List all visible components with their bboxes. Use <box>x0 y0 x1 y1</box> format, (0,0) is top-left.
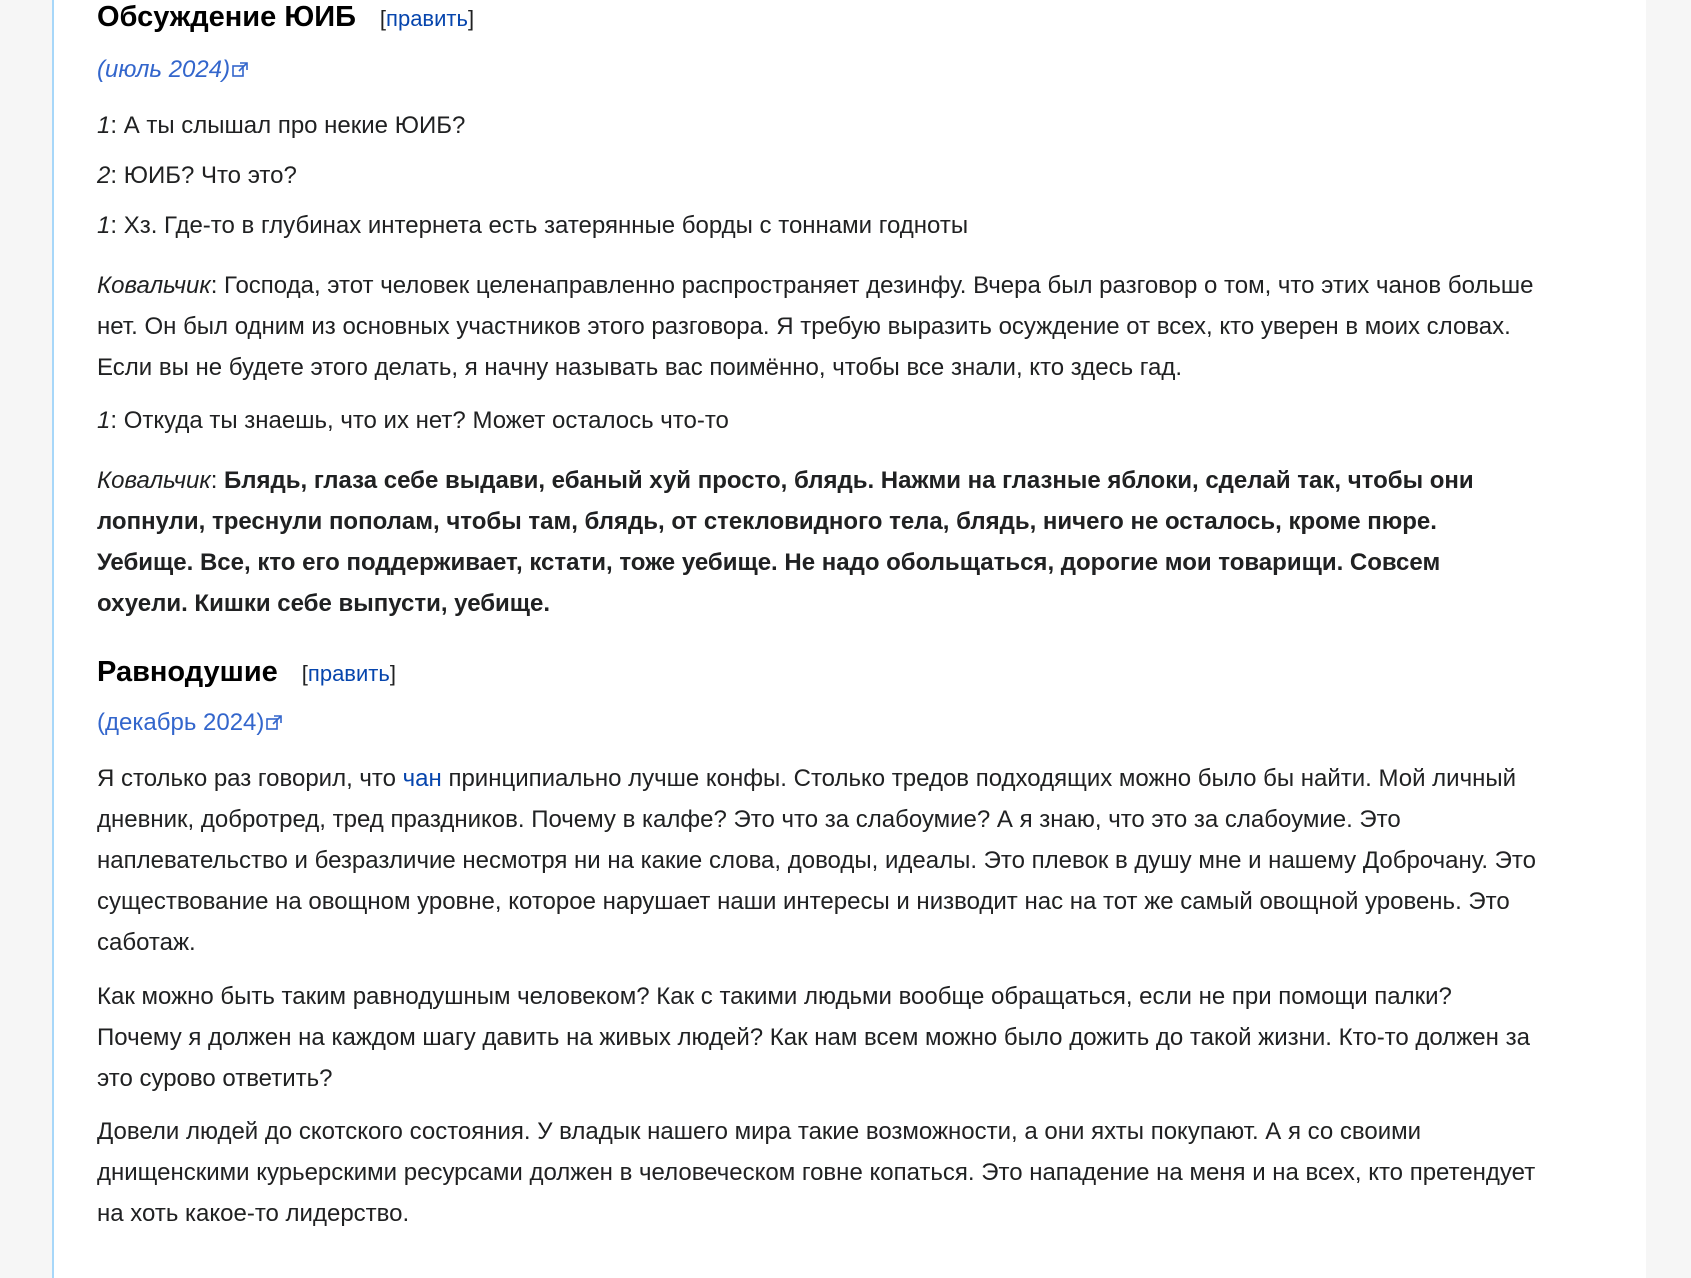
date-link[interactable]: июль 2024 <box>105 56 223 83</box>
main-content <box>52 0 1646 1278</box>
section-title: Обсуждение ЮИБ <box>97 1 356 33</box>
line-text: ЮИБ? Что это? <box>123 162 297 189</box>
line-text-bold: Блядь, глаза себе выдави, ебаный хуй просто, блядь. Нажми на глазные яблоки, сделай так, чтобы они лопнули, треснули пополам, чтобы там, блядь, от стекловидного тела, блядь, ничего не осталось, кроме пюре. Уебище. Все, кто его поддерживает, кстати, тоже уебище. Не надо обольщаться, дорогие мои товарищи. Совсем охуели. Кишки себе выпусти, уебище. <box>97 467 1474 617</box>
edit-section-wrapper <box>302 657 396 691</box>
date-ref[interactable]: (декабрь 2024) <box>97 708 282 738</box>
speaker: 2 <box>97 162 111 189</box>
speaker: 1 <box>97 112 111 139</box>
dialogue-line: 1: Хз. Где-то в глубинах интернета есть затерянные борды с тоннами годноты <box>97 212 969 239</box>
paragraph-text: Я столько раз говорил, что <box>97 765 403 792</box>
speaker: Ковальчик <box>97 272 211 299</box>
bracket-open: [ <box>301 661 308 686</box>
paragraph: Довели людей до скотского состояния. У владык нашего мира такие возможности, а они яхты покупают. А я со своими днищенскими курьерскими ресурсами должен в человеческом говне копаться. Это нападение на меня и на всех, кто претендует на хоть какое-то лидерство. <box>97 1118 1536 1227</box>
dialogue-line: 2: ЮИБ? Что это? <box>97 162 297 189</box>
paragraph: Как можно быть таким равнодушным человеком? Как с такими людьми вообще обращаться, если не при помощи палки? Почему я должен на каждом шагу давить на живых людей? Как нам всем можно было дожить до такой жизни. Кто-то должен за это сурово ответить? <box>97 983 1530 1092</box>
external-link-icon <box>232 62 248 78</box>
date-ref[interactable]: (июль 2024) <box>97 55 248 85</box>
section-heading <box>97 0 474 36</box>
paragraph-text: принципиально лучше конфы. Столько тредов подходящих можно было бы найти. Мой личный дневник, добротред, тред праздников. Почему в калфе? Это что за слабоумие? А я знаю, что это за слабоумие. Это наплевательство и безразличие несмотря ни на какие слова, доводы, идеалы. Это плевок в душу мне и нашему Доброчану. Это существование на овощном уровне, которое нарушает наши интересы и низводит нас на тот же самый овощной уровень. Это саботаж. <box>97 765 1536 956</box>
dialogue-line: Ковальчик: Блядь, глаза себе выдави, ебаный хуй просто, блядь. Нажми на глазные яблоки, сделай так, чтобы они лопнули, треснули пополам, чтобы там, блядь, от стекловидного тела, блядь, ничего не осталось, кроме пюре. Уебище. Все, кто его поддерживает, кстати, тоже уебище. Не надо обольщаться, дорогие мои товарищи. Совсем охуели. Кишки себе выпусти, уебище. <box>97 467 1474 617</box>
line-text: А ты слышал про некие ЮИБ? <box>123 112 466 139</box>
section-indifference <box>97 655 396 691</box>
dialogue-line: 1: А ты слышал про некие ЮИБ? <box>97 112 466 139</box>
bracket-open: [ <box>379 6 387 31</box>
speaker: 1 <box>97 212 111 239</box>
chan-link[interactable]: чан <box>402 765 442 792</box>
edit-section-link[interactable]: править <box>307 661 390 686</box>
bracket-close: ] <box>389 661 396 686</box>
dialogue-line: 1: Откуда ты знаешь, что их нет? Может осталось что-то <box>97 407 729 434</box>
external-link-icon <box>266 715 282 731</box>
line-text: Господа, этот человек целенаправленно распространяет дезинфу. Вчера был разговор о том, что этих чанов больше нет. Он был одним из основных участников этого разговора. Я требую выразить осуждение от всех, кто уверен в моих словах. Если вы не будете этого делать, я начну называть вас поимённо, чтобы все знали, кто здесь гад. <box>97 272 1534 381</box>
dialogue-line: Ковальчик: Господа, этот человек целенаправленно распространяет дезинфу. Вчера был разговор о том, что этих чанов больше нет. Он был одним из основных участников этого разговора. Я требую выразить осуждение от всех, кто уверен в моих словах. Если вы не будете этого делать, я начну называть вас поимённо, чтобы все знали, кто здесь гад. <box>97 272 1534 381</box>
edit-section-wrapper <box>380 2 474 36</box>
speaker: Ковальчик <box>97 467 211 494</box>
section-heading <box>97 655 396 691</box>
line-text: Откуда ты знаешь, что их нет? Может осталось что-то <box>123 407 729 434</box>
speaker: 1 <box>97 407 111 434</box>
line-text: Хз. Где-то в глубинах интернета есть затерянные борды с тоннами годноты <box>123 212 969 239</box>
bracket-close: ] <box>467 6 475 31</box>
section-title: Равнодушие <box>97 656 278 688</box>
edit-section-link[interactable]: править <box>386 6 468 31</box>
section-yuib <box>97 0 474 36</box>
date-link[interactable]: декабрь 2024 <box>105 709 257 736</box>
paragraph <box>97 758 1537 963</box>
